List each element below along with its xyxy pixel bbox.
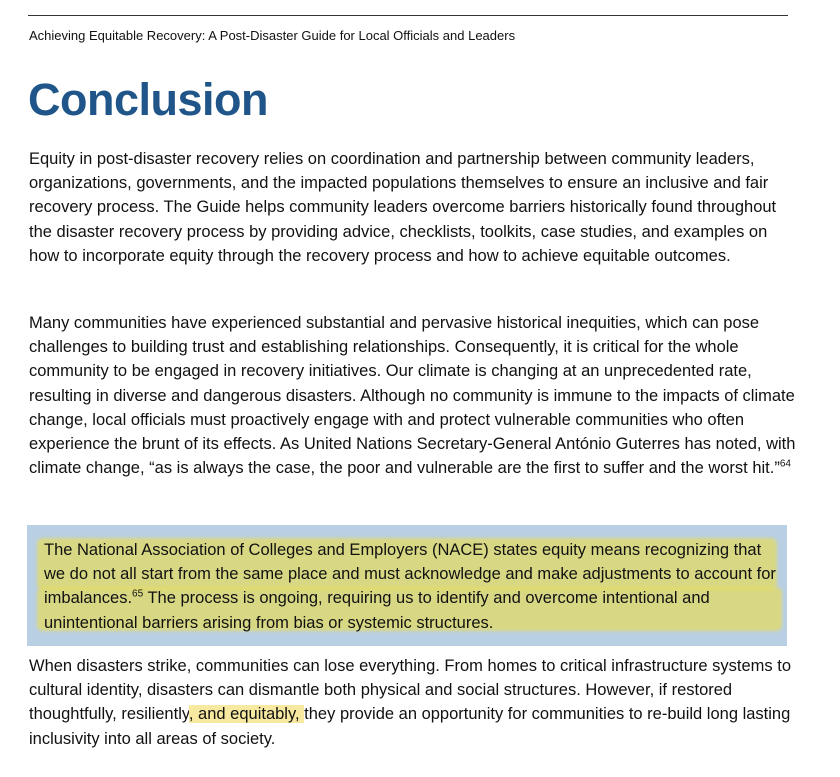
highlighted-phrase: , and equitably, <box>188 705 305 724</box>
footnote-ref-64[interactable]: 64 <box>779 458 791 470</box>
callout-text-a: The National Association of Colleges and Employers (NACE) states equity means recognizing that we do not all start from the same place and must acknowledge and make adjustments to account for imbalances. <box>44 541 776 608</box>
paragraph-closing <box>29 654 797 751</box>
running-header: Achieving Equitable Recovery: A Post-Disaster Guide for Local Officials and Leaders <box>29 28 516 43</box>
paragraph-climate <box>29 311 797 480</box>
callout-text-b: The process is ongoing, requiring us to identify and overcome intentional and unintentional barriers arising from bias or systemic structures. <box>44 589 710 632</box>
footnote-ref-65[interactable]: 65 <box>132 588 144 600</box>
callout-quote <box>44 538 780 635</box>
paragraph-climate-text: Many communities have experienced substantial and pervasive historical inequities, which can pose challenges to building trust and establishing relationships. Consequently, it is critical for the whole community to be engaged in recovery initiatives. Our climate is changing at an unprecedented rate, resulting in diverse and dangerous disasters. Although no community is immune to the impacts of climate change, local officials must proactively engage with and protect vulnerable communities who often experience the brunt of its effects. As United Nations Secretary-General António Guterres has noted, with climate change, “as is always the case, the poor and vulnerable are the first to suffer and the worst hit.” <box>29 314 796 478</box>
header-rule <box>28 15 788 16</box>
paragraph-intro: Equity in post-disaster recovery relies on coordination and partnership between community leaders, organizations, governments, and the impacted populations themselves to ensure an inclusive and fair recovery process. The Guide helps community leaders overcome barriers historically found throughout the disaster recovery process by providing advice, checklists, toolkits, case studies, and examples on how to incorporate equity through the recovery process and how to achieve equitable outcomes. <box>29 150 777 265</box>
callout-box <box>27 525 787 646</box>
closing-text-before: When disasters strike, communities can lose everything. From homes to critical infrastructure systems to cultural identity, disasters can dismantle both physical and social structures. However, if restored thoughtfully, resiliently <box>29 657 792 724</box>
closing-text-after: they provide an opportunity for communities to re-build long lasting inclusivity into all areas of society. <box>29 705 791 748</box>
section-title: Conclusion <box>28 74 268 125</box>
